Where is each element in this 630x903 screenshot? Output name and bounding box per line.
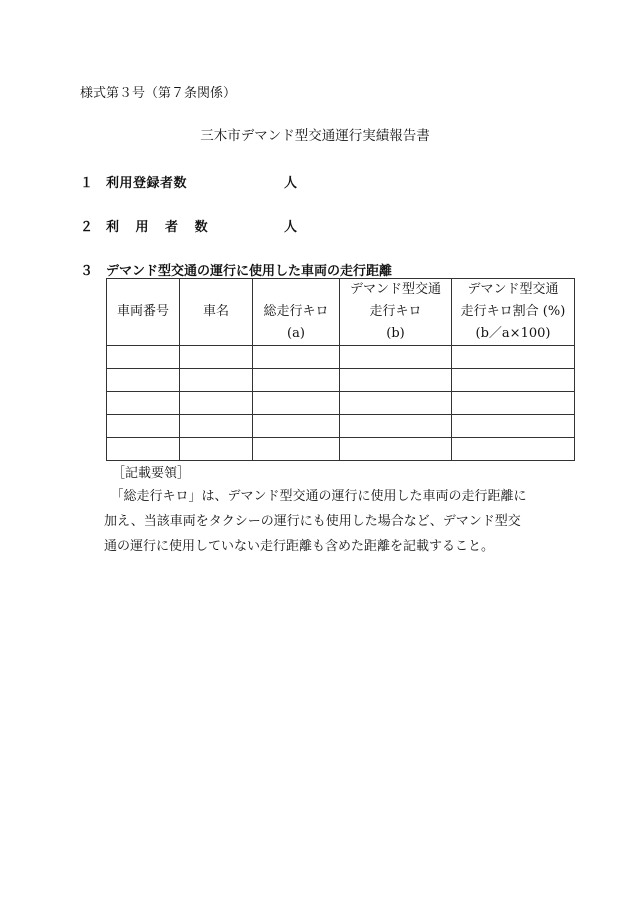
table-row bbox=[107, 392, 575, 415]
table-cell[interactable] bbox=[340, 346, 452, 369]
notes-line: 通の運行に使用していない走行距離も含めた距離を記載すること。 bbox=[104, 539, 495, 554]
table-cell[interactable] bbox=[340, 438, 452, 461]
header-demand-km bbox=[340, 279, 452, 346]
table-cell[interactable] bbox=[107, 415, 180, 438]
header-demand-km-ratio bbox=[452, 279, 575, 346]
table-cell[interactable] bbox=[452, 415, 575, 438]
table-cell[interactable] bbox=[107, 392, 180, 415]
table-cell[interactable] bbox=[180, 415, 253, 438]
table-header-row bbox=[107, 279, 575, 346]
header-text: 総走行キロ bbox=[263, 304, 329, 319]
table-cell[interactable] bbox=[253, 346, 340, 369]
header-text: 走行キロ bbox=[369, 304, 422, 319]
item-label: 利用登録者数 bbox=[106, 176, 188, 191]
item-unit: 人 bbox=[284, 176, 298, 191]
table-cell[interactable] bbox=[107, 438, 180, 461]
item-number: ３ bbox=[80, 264, 94, 279]
header-text: 走行キロ割合 (%) bbox=[460, 304, 566, 319]
header-text: 車両番号 bbox=[116, 304, 169, 319]
table-cell[interactable] bbox=[107, 369, 180, 392]
item-vehicle-distance bbox=[80, 260, 392, 279]
table-cell[interactable] bbox=[180, 438, 253, 461]
header-text: (a) bbox=[287, 326, 305, 341]
table-cell[interactable] bbox=[180, 346, 253, 369]
table-cell[interactable] bbox=[340, 392, 452, 415]
table-cell[interactable] bbox=[452, 346, 575, 369]
notes-line: 「総走行キロ」は、デマンド型交通の運行に使用した車両の走行距離に bbox=[104, 489, 527, 504]
item-users bbox=[80, 216, 297, 235]
notes-body bbox=[104, 484, 574, 559]
header-vehicle-number bbox=[107, 279, 180, 346]
notes-line: 加え、当該車両をタクシーの運行にも使用した場合など、デマンド型交 bbox=[104, 514, 521, 529]
form-number: 様式第３号（第７条関係） bbox=[80, 86, 237, 101]
table-cell[interactable] bbox=[340, 369, 452, 392]
table-cell[interactable] bbox=[452, 369, 575, 392]
table-cell[interactable] bbox=[452, 438, 575, 461]
notes-heading: ［記載要領］ bbox=[112, 466, 191, 481]
header-text: (b) bbox=[386, 326, 405, 341]
vehicle-distance-table bbox=[106, 278, 575, 461]
table-cell[interactable] bbox=[180, 392, 253, 415]
table-row bbox=[107, 369, 575, 392]
table-cell[interactable] bbox=[253, 392, 340, 415]
item-registered-users bbox=[80, 172, 297, 191]
table-cell[interactable] bbox=[340, 415, 452, 438]
item-number: ２ bbox=[80, 220, 94, 235]
item-number: １ bbox=[80, 176, 94, 191]
table-row bbox=[107, 346, 575, 369]
table-cell[interactable] bbox=[180, 369, 253, 392]
header-text: (b／a×100) bbox=[475, 326, 551, 341]
header-text: デマンド型交通 bbox=[467, 282, 559, 297]
table-cell[interactable] bbox=[253, 438, 340, 461]
table-cell[interactable] bbox=[253, 415, 340, 438]
table-cell[interactable] bbox=[452, 392, 575, 415]
table-row bbox=[107, 415, 575, 438]
header-text: 車名 bbox=[202, 304, 229, 319]
item-unit: 人 bbox=[284, 220, 298, 235]
table-cell[interactable] bbox=[107, 346, 180, 369]
item-label: デマンド型交通の運行に使用した車両の走行距離 bbox=[106, 264, 393, 279]
table-cell[interactable] bbox=[253, 369, 340, 392]
item-label: 利 用 者 数 bbox=[106, 220, 214, 235]
table-row bbox=[107, 438, 575, 461]
document-title: 三木市デマンド型交通運行実績報告書 bbox=[200, 128, 430, 144]
header-text: デマンド型交通 bbox=[349, 282, 441, 297]
header-total-km bbox=[253, 279, 340, 346]
header-vehicle-name bbox=[180, 279, 253, 346]
